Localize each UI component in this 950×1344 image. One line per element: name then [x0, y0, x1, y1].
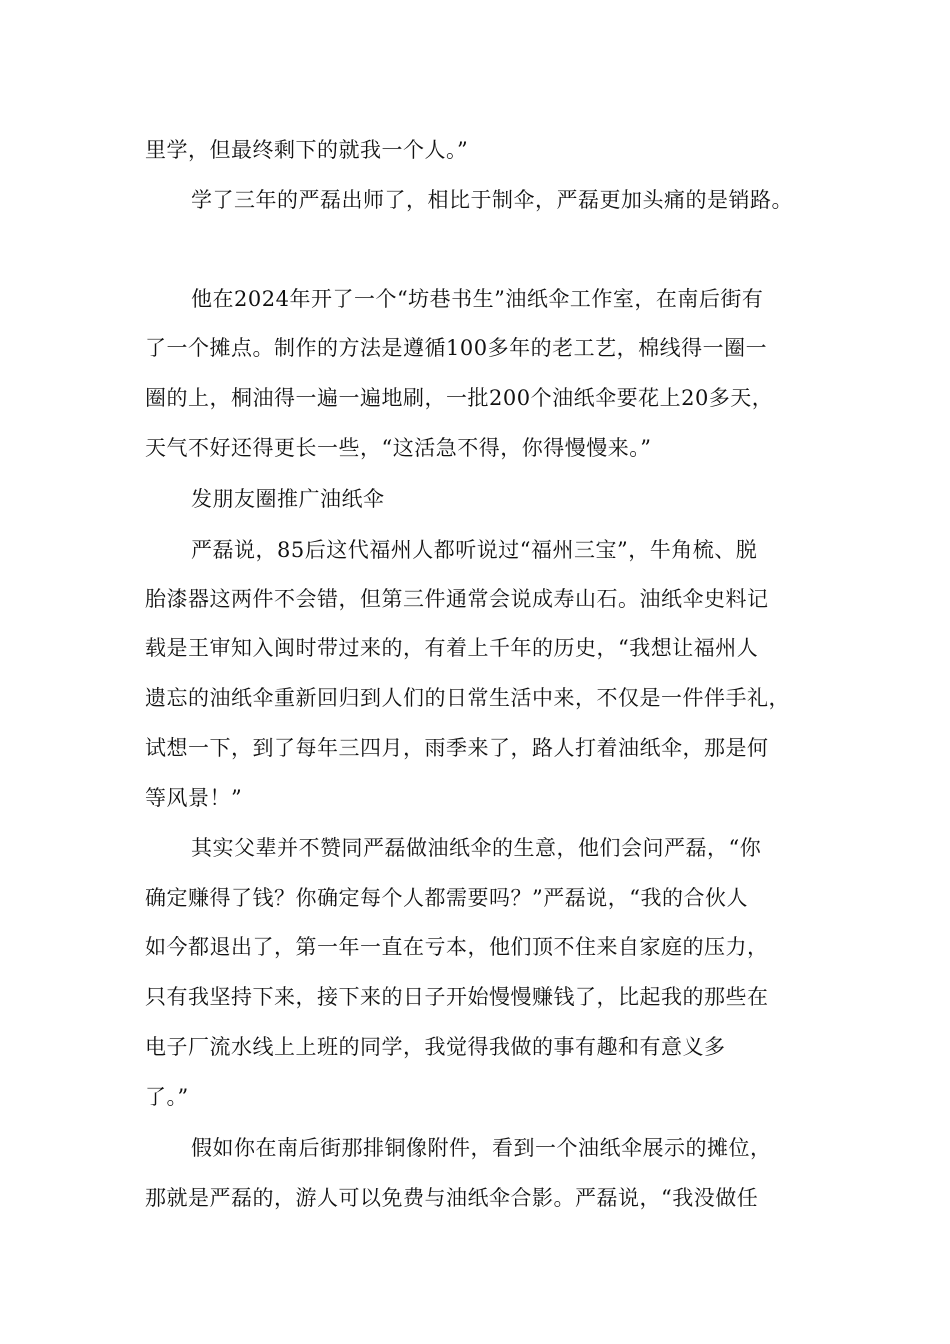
text-line: 电子厂流水线上上班的同学，我觉得我做的事有趣和有意义多 [145, 1035, 726, 1059]
section-heading: 发朋友圈推广油纸伞 [191, 487, 385, 511]
text-line: 如今都退出了，第一年一直在亏本，他们顶不住来自家庭的压力， [145, 935, 769, 959]
text-line: 遗忘的油纸伞重新回归到人们的日常生活中来，不仅是一件伴手礼， [145, 686, 790, 710]
text-line: 确定赚得了钱？你确定每个人都需要吗？”严磊说，“我的合伙人 [145, 886, 748, 910]
text-line: 圈的上，桐油得一遍一遍地刷，一批200个油纸伞要花上20多天， [145, 386, 774, 410]
text-line: 学了三年的严磊出师了，相比于制伞，严磊更加头痛的是销路。 [191, 188, 793, 212]
text-line: 了一个摊点。制作的方法是遵循100多年的老工艺，棉线得一圈一 [145, 336, 768, 360]
text-line: 天气不好还得更长一些，“这活急不得，你得慢慢来。” [145, 436, 652, 460]
text-line: 那就是严磊的，游人可以免费与油纸伞合影。严磊说，“我没做任 [145, 1186, 759, 1210]
text-line: 他在2024年开了一个“坊巷书生”油纸伞工作室，在南后街有 [191, 287, 764, 311]
text-line: 试想一下，到了每年三四月，雨季来了，路人打着油纸伞，那是何 [145, 736, 769, 760]
text-line: 假如你在南后街那排铜像附件，看到一个油纸伞展示的摊位， [191, 1136, 772, 1160]
text-line: 里学，但最终剩下的就我一个人。” [145, 138, 469, 162]
text-line: 载是王审知入闽时带过来的，有着上千年的历史，“我想让福州人 [145, 636, 759, 660]
text-line: 等风景！” [145, 786, 243, 810]
text-line: 严磊说，85后这代福州人都听说过“福州三宝”，牛角梳、脱 [191, 538, 758, 562]
text-line: 其实父辈并不赞同严磊做油纸伞的生意，他们会问严磊，“你 [191, 836, 762, 860]
text-line: 了。” [145, 1085, 189, 1109]
text-line: 只有我坚持下来，接下来的日子开始慢慢赚钱了，比起我的那些在 [145, 985, 769, 1009]
text-line: 胎漆器这两件不会错，但第三件通常会说成寿山石。油纸伞史料记 [145, 587, 769, 611]
